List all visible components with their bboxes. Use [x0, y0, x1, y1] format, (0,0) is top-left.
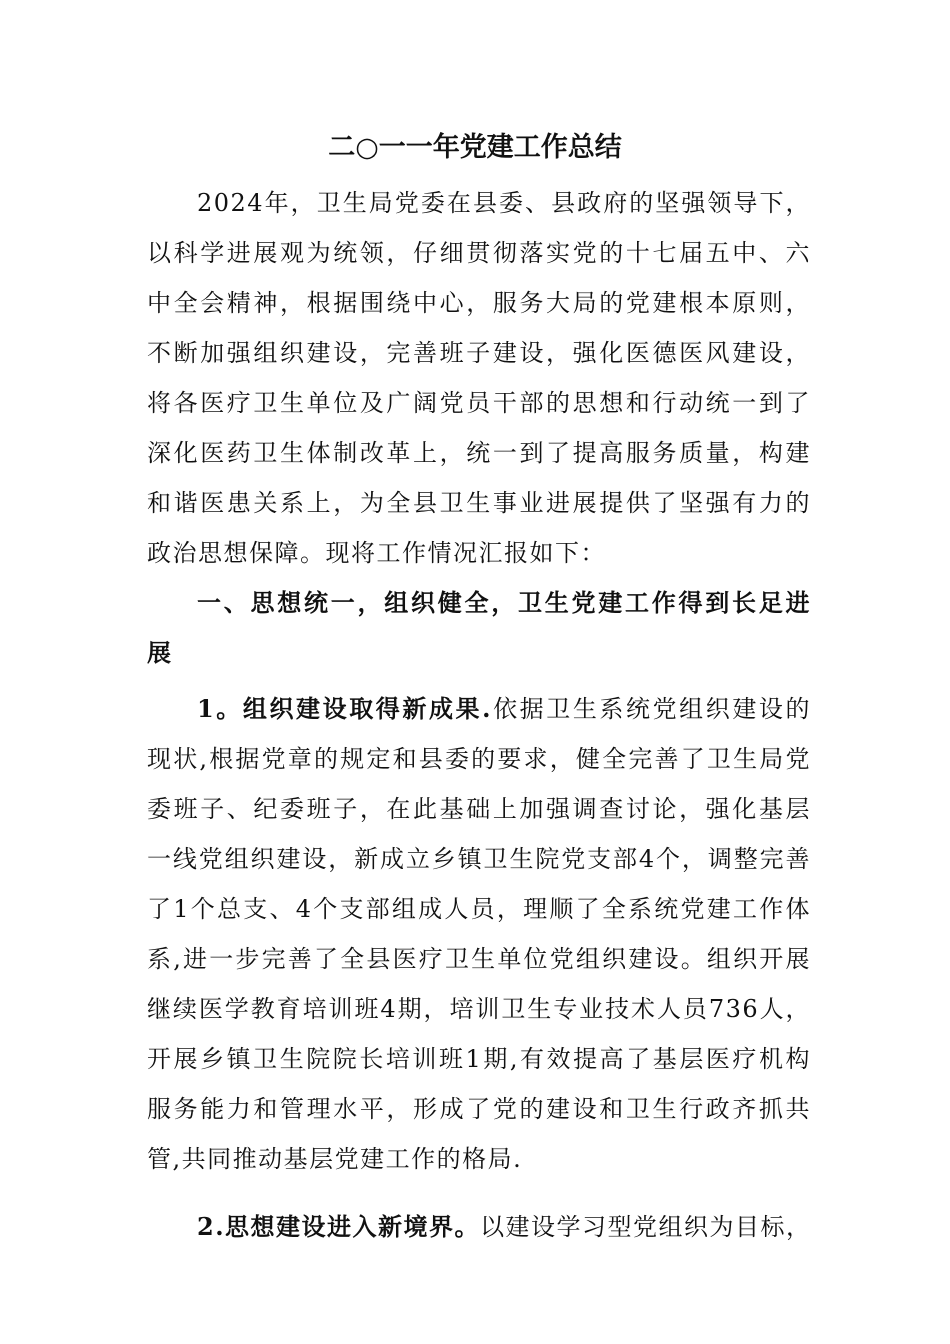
item-2-paragraph: [147, 1202, 811, 1252]
intro-paragraph: [147, 178, 811, 578]
paragraph-line: 开展乡镇卫生院院长培训班1期,有效提高了基层医疗机构: [147, 1045, 811, 1073]
heading-line: 展: [147, 639, 173, 667]
section-1-heading: [147, 578, 811, 678]
paragraph-line: 一线党组织建设，新成立乡镇卫生院党支部4个，调整完善: [147, 845, 811, 873]
paragraph-line: 不断加强组织建设，完善班子建设，强化医德医风建设，: [147, 339, 811, 367]
item-2-lead: 2.思想建设进入新境界。: [197, 1212, 481, 1241]
paragraph-line: 深化医药卫生体制改革上，统一到了提高服务质量，构建: [147, 439, 811, 467]
heading-line: 一、思想统一，组织健全，卫生党建工作得到长足进: [197, 589, 811, 617]
document-title: 二○一一年党建工作总结: [328, 132, 622, 163]
paragraph-line: 政治思想保障。现将工作情况汇报如下：: [147, 539, 606, 567]
paragraph-line: 系,进一步完善了全县医疗卫生单位党组织建设。组织开展: [147, 945, 811, 973]
item-1-text: 依据卫生系统党组织建设的: [491, 695, 811, 723]
document-body: [147, 178, 811, 1252]
spacer: [147, 1184, 811, 1202]
paragraph-line: 服务能力和管理水平，形成了党的建设和卫生行政齐抓共: [147, 1095, 811, 1123]
paragraph-line: 2024年，卫生局党委在县委、县政府的坚强领导下，: [197, 189, 811, 217]
paragraph-line: 了1个总支、4个支部组成人员，理顺了全系统党建工作体: [147, 895, 811, 923]
paragraph-line: 以科学进展观为统领，仔细贯彻落实党的十七届五中、六: [147, 239, 811, 267]
paragraph-line: 委班子、纪委班子，在此基础上加强调查讨论，强化基层: [147, 795, 811, 823]
paragraph-line: [147, 1202, 811, 1252]
item-1-lead: 1。组织建设取得新成果.: [197, 694, 492, 723]
item-2-text: 以建设学习型党组织为目标，: [480, 1213, 812, 1241]
paragraph-line: 管,共同推动基层党建工作的格局.: [147, 1145, 523, 1173]
paragraph-line: 继续医学教育培训班4期，培训卫生专业技术人员736人，: [147, 995, 811, 1023]
paragraph-line: 现状,根据党章的规定和县委的要求，健全完善了卫生局党: [147, 745, 811, 773]
paragraph-line: 和谐医患关系上，为全县卫生事业进展提供了坚强有力的: [147, 489, 811, 517]
paragraph-line: 将各医疗卫生单位及广阔党员干部的思想和行动统一到了: [147, 389, 811, 417]
item-1-paragraph: [147, 684, 811, 1184]
paragraph-line: 中全会精神，根据围绕中心，服务大局的党建根本原则，: [147, 289, 811, 317]
paragraph-line: [147, 684, 811, 734]
